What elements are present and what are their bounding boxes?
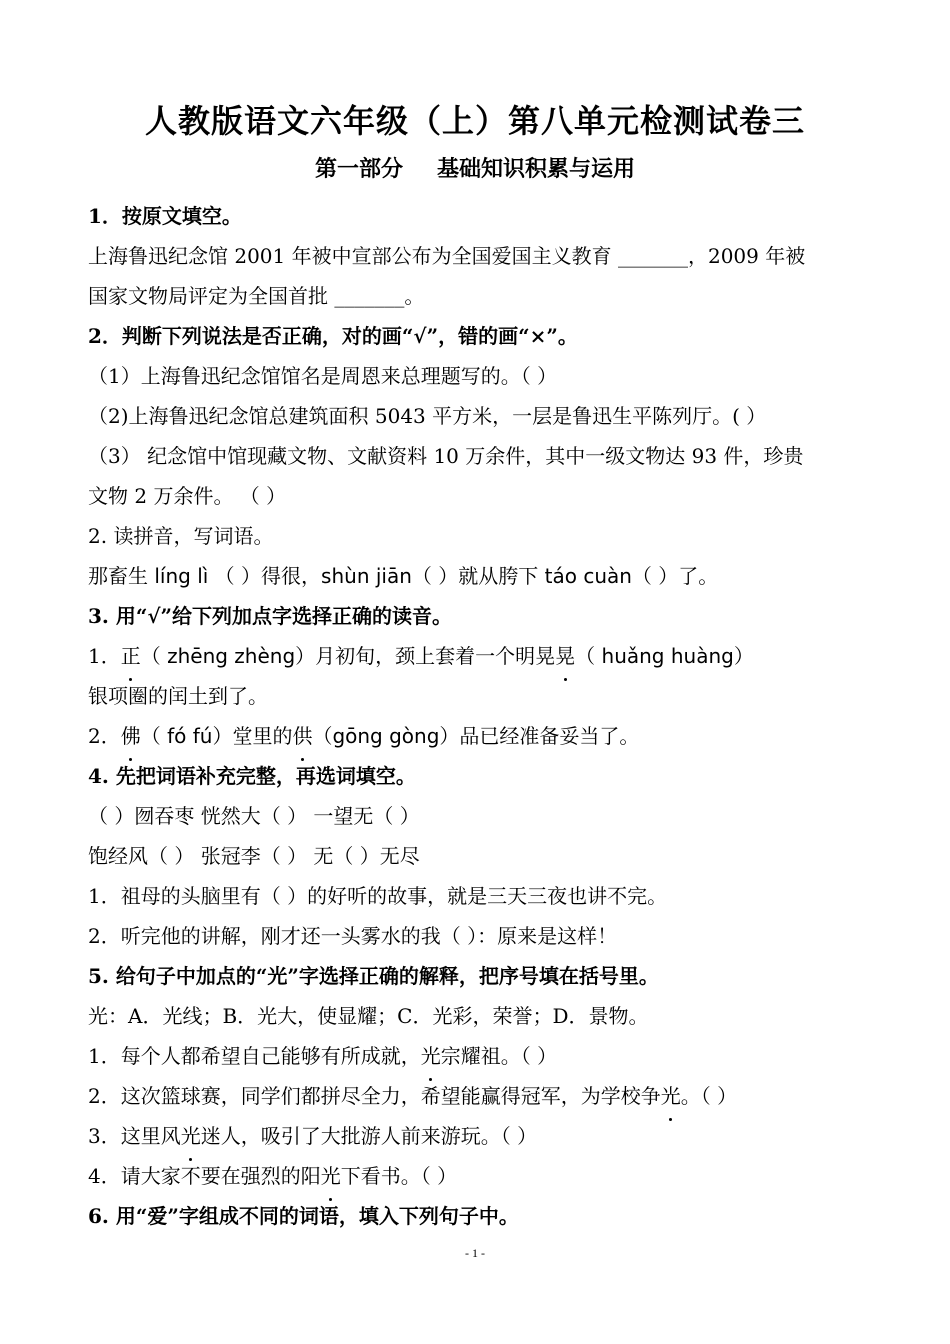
q3-line-1 [88, 636, 878, 676]
dotted-char: 正 [121, 636, 141, 676]
q5-options: 光：A．光线；B．光大，使显耀；C．光彩，荣誉；D．景物。 [88, 1004, 649, 1028]
q3-l3-c: （ [312, 724, 333, 748]
section-part: 第一部分 [314, 156, 403, 182]
q2b-text-4: （ ）了。 [631, 564, 719, 588]
page-title: 人教版语文六年级（上）第八单元检测试卷三 [144, 102, 805, 140]
q5-sentence-2 [88, 1076, 878, 1116]
q2b-text-2: （ ）得很， [208, 564, 322, 588]
q5-s3-b: 迷人，吸引了大批游人前来游玩。（ ） [200, 1124, 538, 1148]
q2-item-1: （1）上海鲁迅纪念馆馆名是周恩来总理题写的。（ ） [88, 364, 558, 388]
question-content [88, 196, 878, 1236]
q4-sentence-2: 2．听完他的讲解，刚才还一头雾水的我（ ）：原来是这样！ [88, 924, 618, 948]
q3-l1-c: （ [575, 644, 602, 668]
q5-heading: 5. 给句子中加点的“光”字选择正确的解释，把序号填在括号里。 [88, 964, 659, 988]
q4-sentence-1: 1．祖母的头脑里有（ ）的好听的故事，就是三天三夜也讲不完。 [88, 884, 668, 908]
q2-item-3-cont: 文物 2 万余件。 （ ） [88, 484, 287, 508]
q3-l3-a: （ [140, 724, 168, 748]
q3-line-2: 银项圈的闰土到了。 [88, 684, 268, 708]
pinyin-3: táo cuàn [544, 564, 632, 588]
q5-sentence-4 [88, 1156, 878, 1196]
section-name: 基础知识积累与运用 [437, 156, 636, 182]
pinyin-choice: fó fú [167, 724, 213, 748]
dotted-char: 光 [421, 1036, 441, 1076]
section-subtitle [0, 152, 950, 183]
q3-l1-prefix: 1． [88, 644, 121, 668]
dotted-char: 光 [181, 1116, 201, 1156]
q3-line-3 [88, 716, 878, 756]
q3-l1-a: （ [140, 644, 168, 668]
q5-sentence-1 [88, 1036, 878, 1076]
q3-l3-prefix: 2． [88, 724, 121, 748]
q2-item-3: （3） 纪念馆中馆现藏文物、文献资料 10 万余件，其中一级文物达 93 件，珍贵 [88, 444, 804, 468]
q4-idiom-row-1: （ ）囫吞枣 恍然大（ ） 一望无（ ） [88, 804, 420, 828]
dotted-char: 佛 [121, 716, 141, 756]
q5-s2-b: 。（ ） [680, 1084, 738, 1108]
q4-idiom-row-2: 饱经风（ ） 张冠李（ ） 无（ ）无尽 [88, 844, 420, 868]
dotted-char: 光 [661, 1076, 681, 1116]
q1-line-2: 国家文物局评定为全国首批 _______。 [88, 284, 425, 308]
q5-s4-a: 4．请大家不要在强烈的阳 [88, 1164, 321, 1188]
q5-s3-a: 3．这里风 [88, 1124, 181, 1148]
q2b-heading: 2. 读拼音，写词语。 [88, 524, 274, 548]
pinyin-choice: gōng gòng [332, 724, 440, 748]
q5-sentence-3 [88, 1116, 878, 1156]
q5-s1-b: 宗耀祖。（ ） [440, 1044, 558, 1068]
pinyin-choice: huǎng huàng [601, 644, 734, 668]
q5-s4-b: 下看书。（ ） [340, 1164, 458, 1188]
pinyin-1: líng lì [154, 564, 209, 588]
q3-l1-b: ）月初旬，颈上套着一个明晃 [295, 644, 556, 668]
q2-heading: 2．判断下列说法是否正确，对的画“√”，错的画“×”。 [88, 324, 578, 348]
q3-l3-b: ）堂里的 [212, 724, 293, 748]
q2b-text-3: （ ）就从胯下 [411, 564, 545, 588]
q5-s2-a: 2．这次篮球赛，同学们都拼尽全力，希望能赢得冠军，为学校争 [88, 1084, 661, 1108]
page-number: - 1 - [465, 1246, 485, 1260]
q2b-text-1: 那畜生 [88, 564, 155, 588]
pinyin-choice: zhēng zhèng [167, 644, 296, 668]
q3-l3-d: ）品已经准备妥当了。 [439, 724, 640, 748]
dotted-char: 光 [321, 1156, 341, 1196]
pinyin-2: shùn jiān [321, 564, 412, 588]
q2-item-2: （2)上海鲁迅纪念馆总建筑面积 5043 平方米，一层是鲁迅生平陈列厅。( ） [88, 404, 767, 428]
dotted-char: 供 [292, 716, 312, 756]
q3-l1-d: ） [733, 644, 754, 668]
q4-heading: 4. 先把词语补充完整，再选词填空。 [88, 764, 416, 788]
q6-heading: 6. 用“爱”字组成不同的词语，填入下列句子中。 [88, 1204, 519, 1228]
dotted-char: 晃 [555, 636, 575, 676]
q1-heading: 1．按原文填空。 [88, 204, 242, 228]
q5-s1-a: 1．每个人都希望自己能够有所成就， [88, 1044, 421, 1068]
q1-line-1: 上海鲁迅纪念馆 2001 年被中宣部公布为全国爱国主义教育 _______，2009 年被 [88, 244, 806, 268]
q3-heading: 3. 用“√”给下列加点字选择正确的读音。 [88, 604, 452, 628]
q2b-sentence [88, 556, 878, 596]
